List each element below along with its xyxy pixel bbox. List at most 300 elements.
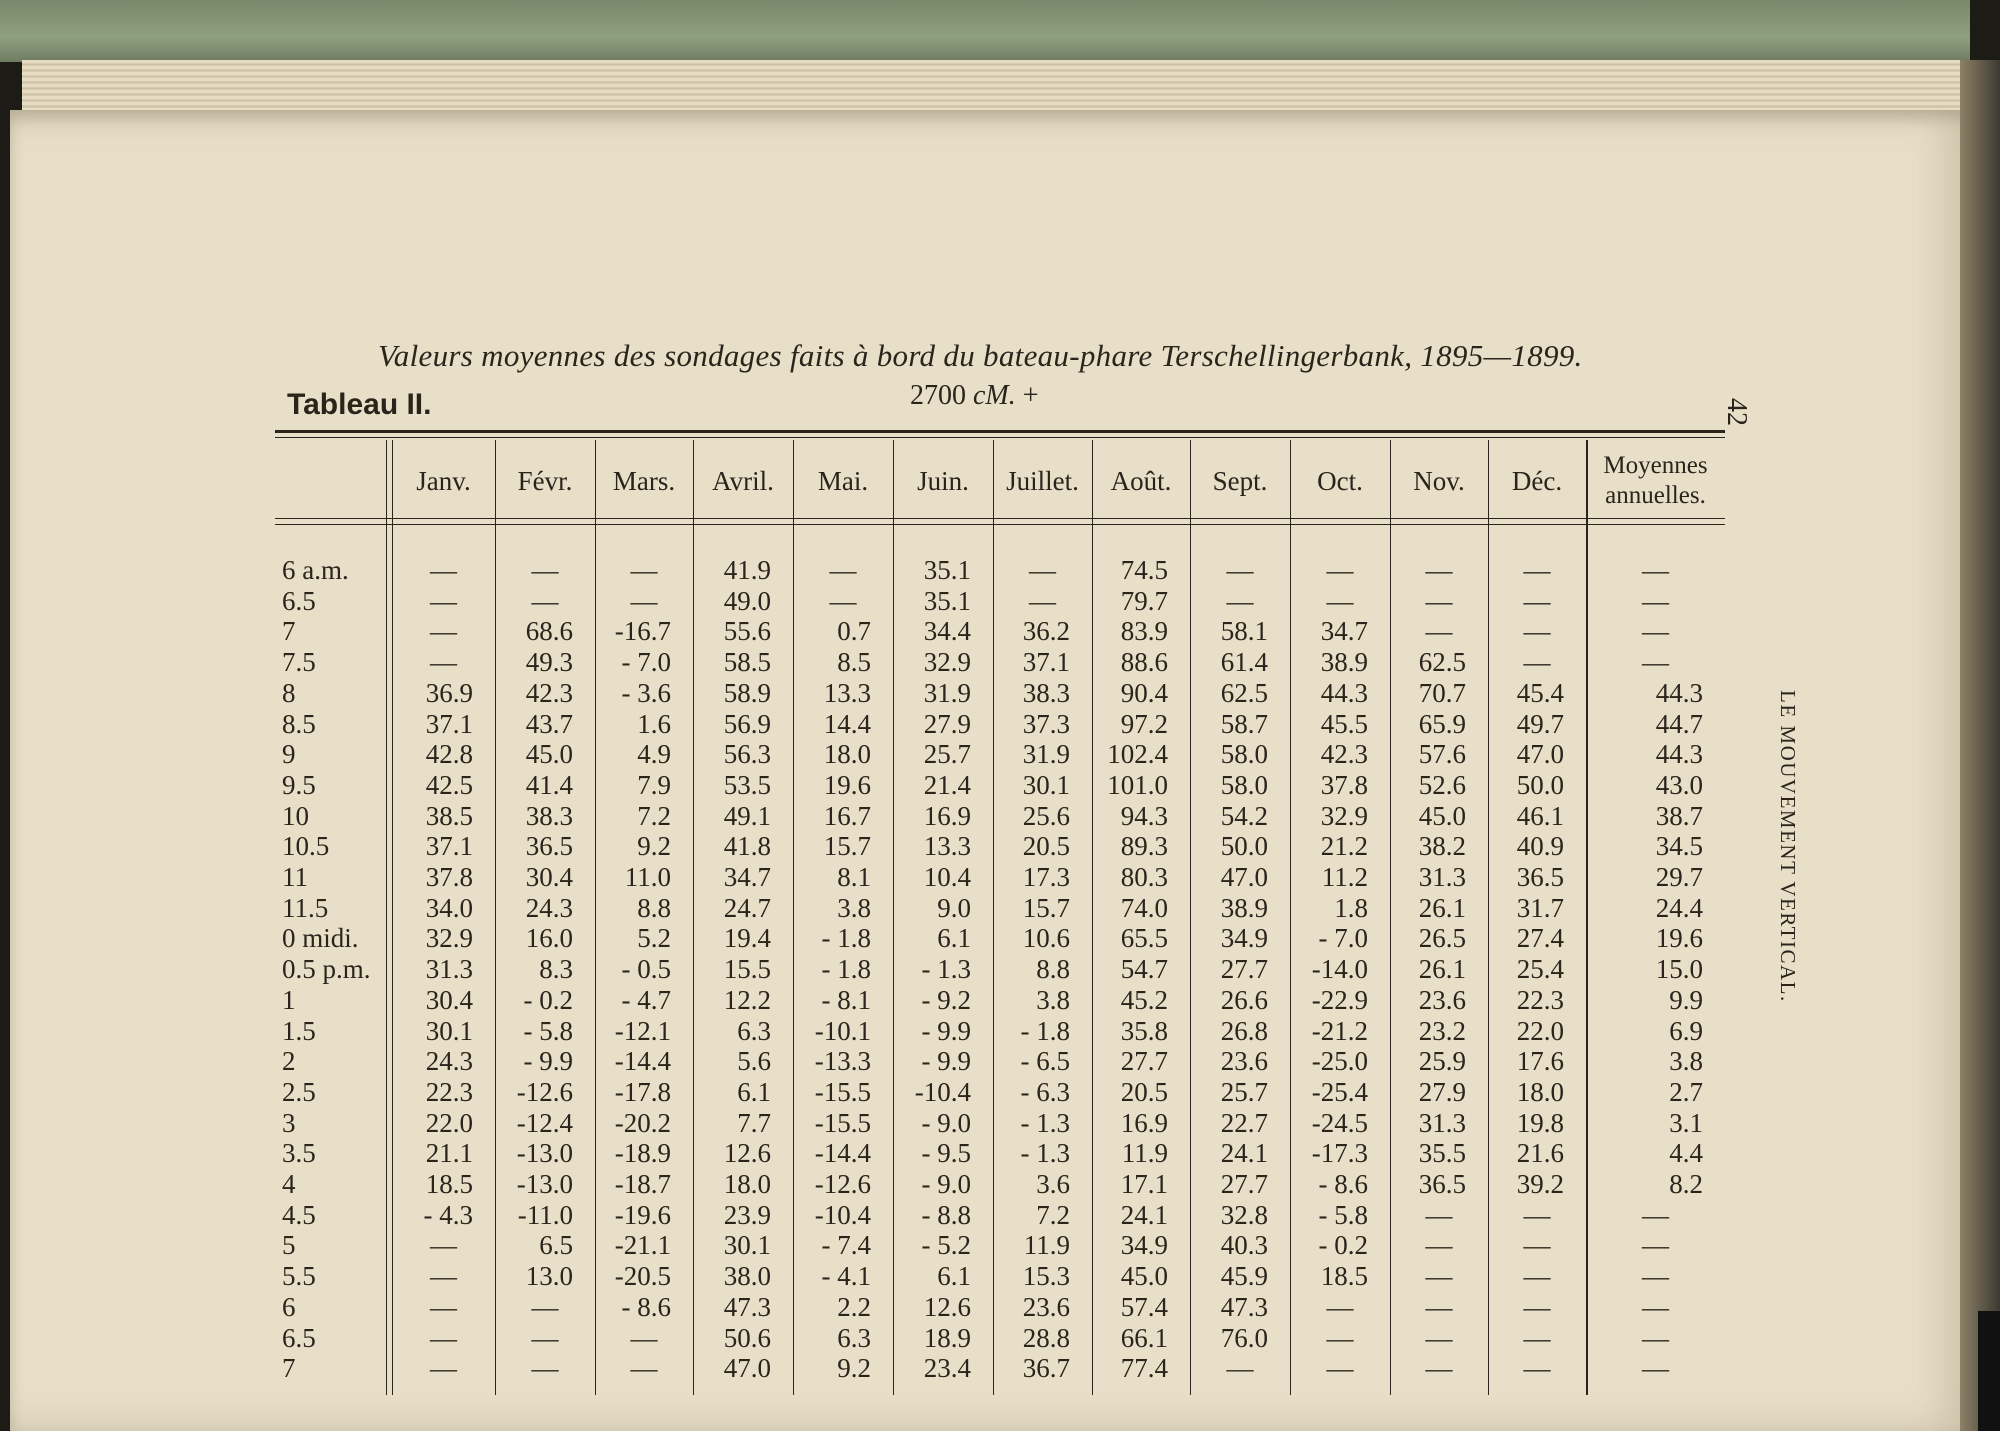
table-cell: -13.0 (516, 1138, 573, 1169)
table-cell: — (1642, 1230, 1669, 1261)
table-cell: - 9.2 (921, 984, 971, 1015)
column-header: Nov. (1413, 465, 1465, 496)
table-cell: 32.9 (923, 647, 971, 678)
table-cell: 12.2 (723, 984, 771, 1015)
table-cell: - 4.7 (621, 984, 671, 1015)
table-cell: - 4.3 (423, 1199, 473, 1230)
table-cell: -17.3 (1311, 1138, 1368, 1169)
header-bottom-rule (275, 518, 1725, 519)
table-cell: 32.8 (1220, 1199, 1268, 1230)
table-cell: 38.3 (525, 800, 573, 831)
table-cell: 58.1 (1220, 616, 1268, 647)
column-header: Déc. (1511, 465, 1563, 496)
table-cell: 37.3 (1022, 708, 1070, 739)
scan-border (1978, 1311, 2000, 1431)
table-cell: 5.2 (637, 923, 671, 954)
table-cell: -12.4 (516, 1107, 573, 1138)
table-cell: 22.3 (425, 1076, 473, 1107)
table-cell: 50.0 (1516, 769, 1564, 800)
table-cell: 37.8 (425, 862, 473, 892)
table-cell: 15.7 (1022, 892, 1070, 923)
column-header: Oct. (1317, 465, 1363, 496)
table-cell: 40.3 (1220, 1230, 1268, 1261)
table-cell: 3.8 (1669, 1046, 1703, 1077)
table-cell: - 0.2 (523, 984, 573, 1015)
table-cell: 45.9 (1220, 1261, 1268, 1292)
table-cell: - 5.2 (921, 1230, 971, 1261)
row-label: 7.5 (282, 647, 316, 678)
table-cell: 24.3 (525, 892, 573, 923)
table-cell: - 1.8 (821, 954, 871, 985)
table-cell: - 9.9 (921, 1046, 971, 1077)
row-label: 3 (282, 1107, 296, 1138)
table-cell: 35.1 (923, 585, 971, 616)
row-label: 5.5 (282, 1261, 316, 1292)
table-cell: 25.7 (1220, 1076, 1268, 1107)
table-cell: 47.0 (1516, 739, 1564, 770)
table-cell: -12.1 (614, 1015, 671, 1046)
table-cell: 19.4 (723, 923, 771, 954)
table-cell: -17.8 (614, 1076, 671, 1107)
table-cell: - 1.3 (921, 954, 971, 985)
table-cell: - 5.8 (523, 1015, 573, 1046)
table-cell: 38.9 (1220, 892, 1268, 923)
table-cell: - 0.2 (1318, 1230, 1368, 1261)
table-cell: 37.1 (1022, 647, 1070, 678)
table-cell: -21.2 (1311, 1015, 1368, 1046)
row-label: 1 (282, 984, 296, 1015)
table-cell: — (1326, 1322, 1354, 1353)
table-cell: 22.3 (1516, 984, 1564, 1015)
column-header: Juillet. (1006, 465, 1079, 496)
table-cell: 11.9 (1023, 1230, 1070, 1261)
table-cell: — (531, 1291, 559, 1322)
table-cell: 3.8 (837, 892, 871, 923)
table-cell: -13.3 (814, 1046, 871, 1077)
table-cell: -12.6 (516, 1076, 573, 1107)
table-cell: — (531, 555, 559, 585)
row-label: 8 (282, 677, 296, 708)
table-cell: 17.1 (1120, 1169, 1168, 1199)
table-cell: — (1642, 555, 1669, 585)
table-cell: 24.3 (425, 1046, 473, 1077)
table-cell: 34.9 (1120, 1230, 1168, 1261)
table-cell: — (1642, 1353, 1669, 1384)
table-cell: 21.2 (1320, 831, 1368, 862)
table-cell: 6.9 (1669, 1015, 1703, 1046)
table-cell: 18.5 (1320, 1261, 1368, 1292)
table-cell: 27.9 (1418, 1076, 1466, 1107)
table-cell: 31.3 (1418, 862, 1466, 892)
table-cell: 31.9 (923, 677, 971, 708)
table-cell: - 7.4 (821, 1230, 871, 1261)
table-cell: — (1523, 555, 1551, 585)
table-cell: - 1.8 (821, 923, 871, 954)
table-cell: — (1642, 647, 1669, 678)
table-cell: — (1326, 1291, 1354, 1322)
table-cell: 58.5 (723, 647, 771, 678)
table-cell: -21.1 (614, 1230, 671, 1261)
table-cell: — (1642, 585, 1669, 616)
table-cell: — (430, 555, 457, 585)
table-cell: 23.2 (1418, 1015, 1466, 1046)
table-cell: 18.5 (425, 1169, 473, 1199)
table-label: Tableau II. (287, 388, 432, 421)
table-cell: 42.5 (425, 769, 473, 800)
book-cover-edge (0, 0, 1970, 62)
table-cell: 74.0 (1120, 892, 1168, 923)
table-cell: — (430, 1230, 457, 1261)
row-label: 9 (282, 739, 296, 770)
table-cell: 18.9 (923, 1322, 971, 1353)
row-label: 7 (282, 616, 296, 647)
table-cell: 36.7 (1022, 1353, 1070, 1384)
row-label: 8.5 (282, 708, 316, 739)
table-cell: - 1.3 (1020, 1138, 1070, 1169)
column-header: Mai. (817, 465, 869, 496)
table-cell: 25.4 (1516, 954, 1564, 985)
table-cell: -12.6 (814, 1169, 871, 1199)
table-cell: 42.8 (425, 739, 473, 770)
table-cell: 31.3 (1418, 1107, 1466, 1138)
table-cell: — (1326, 1353, 1354, 1384)
row-label: 10 (282, 800, 309, 831)
table-cell: 19.8 (1516, 1107, 1564, 1138)
table-cell: 39.2 (1516, 1169, 1564, 1199)
table-cell: 36.9 (425, 677, 473, 708)
table-cell: 45.0 (525, 739, 573, 770)
table-cell: 49.3 (525, 647, 573, 678)
spine-shadow (1960, 60, 2000, 1431)
table-cell: — (430, 1322, 457, 1353)
table-cell: 22.0 (425, 1107, 473, 1138)
table-cell: 13.0 (525, 1261, 573, 1292)
table-cell: 38.5 (425, 800, 473, 831)
row-label: 11.5 (282, 892, 329, 923)
table-cell: - 9.0 (921, 1169, 971, 1199)
table-cell: 44.3 (1655, 677, 1703, 708)
table-cell: 4.9 (637, 739, 671, 770)
column-header: Juin. (917, 465, 969, 496)
table-cell: 50.0 (1220, 831, 1268, 862)
table-cell: 22.0 (1516, 1015, 1564, 1046)
table-cell: - 9.0 (921, 1107, 971, 1138)
column-header: Janv. (416, 465, 471, 496)
table-cell: 13.3 (923, 831, 971, 862)
table-cell: - 8.6 (1318, 1169, 1368, 1199)
table-cell: - 9.5 (921, 1138, 971, 1169)
table-cell: 2.7 (1669, 1076, 1703, 1107)
table-cell: 6.3 (737, 1015, 771, 1046)
row-label: 6.5 (282, 1322, 316, 1353)
table-cell: — (430, 1261, 457, 1292)
row-label: 6 a.m. (282, 555, 349, 585)
table-cell: — (1642, 616, 1669, 647)
unit-italic: cM. (973, 380, 1016, 411)
table-cell: 68.6 (525, 616, 573, 647)
table-cell: — (1425, 1230, 1453, 1261)
table-cell: 7.9 (637, 769, 671, 800)
table-cell: 47.3 (1220, 1291, 1268, 1322)
table-cell: — (1523, 1322, 1551, 1353)
table-cell: 26.8 (1220, 1015, 1268, 1046)
table-cell: 3.8 (1036, 984, 1070, 1015)
table-cell: 31.3 (425, 954, 473, 985)
table-cell: 62.5 (1418, 647, 1466, 678)
table-cell: 57.6 (1418, 739, 1466, 770)
table-cell: — (829, 555, 857, 585)
table-cell: — (531, 585, 559, 616)
table-cell: -14.4 (614, 1046, 671, 1077)
table-cell: 37.1 (425, 708, 473, 739)
table-cell: 58.7 (1220, 708, 1268, 739)
table-cell: 30.1 (723, 1230, 771, 1261)
table-cell: -14.0 (1311, 954, 1368, 985)
table-cell: 34.4 (923, 616, 971, 647)
table-cell: 23.6 (1418, 984, 1466, 1015)
table-cell: — (1425, 1261, 1453, 1292)
table-cell: 24.7 (723, 892, 771, 923)
table-cell: 35.5 (1418, 1138, 1466, 1169)
table-cell: 10.4 (923, 862, 971, 892)
table-cell: 3.6 (1036, 1169, 1070, 1199)
table-cell: 29.7 (1655, 862, 1703, 892)
table-cell: -18.7 (614, 1169, 671, 1199)
table-cell: 9.2 (637, 831, 671, 862)
table-cell: 8.3 (539, 954, 573, 985)
table-cell: 11.0 (624, 862, 671, 892)
table-cell: 23.4 (923, 1353, 971, 1384)
table-cell: -24.5 (1311, 1107, 1368, 1138)
table-cell: — (1425, 1291, 1453, 1322)
table-cell: 7.2 (1036, 1199, 1070, 1230)
table-cell: -15.5 (814, 1076, 871, 1107)
column-header: Sept. (1212, 465, 1268, 496)
table-cell: 37.8 (1320, 769, 1368, 800)
table-cell: -25.4 (1311, 1076, 1368, 1107)
table-cell: — (1642, 1199, 1669, 1230)
table-cell: — (430, 616, 457, 647)
row-label: 5 (282, 1230, 296, 1261)
table-cell: 26.1 (1418, 892, 1466, 923)
table-cell: 3.1 (1669, 1107, 1703, 1138)
table-cell: 47.0 (1220, 862, 1268, 892)
row-label: 0.5 p.m. (282, 954, 371, 985)
table-cell: 14.4 (823, 708, 871, 739)
table-cell: 56.9 (723, 708, 771, 739)
table-cell: 19.6 (823, 769, 871, 800)
table-cell: — (1523, 1353, 1551, 1384)
table-cell: 37.1 (425, 831, 473, 862)
table-cell: 21.4 (923, 769, 971, 800)
table-cell: 38.9 (1320, 647, 1368, 678)
table-cell: -20.2 (614, 1107, 671, 1138)
table-cell: — (1642, 1261, 1669, 1292)
running-head: LE MOUVEMENT VERTICAL. (1776, 690, 1800, 1003)
column-header: Févr. (517, 465, 573, 496)
table-cell: 44.3 (1655, 739, 1703, 770)
row-label: 0 midi. (282, 923, 359, 954)
table-cell: 25.6 (1022, 800, 1070, 831)
table-cell: 44.7 (1655, 708, 1703, 739)
table-cell: 34.7 (723, 862, 771, 892)
table-cell: 24.1 (1120, 1199, 1168, 1230)
table-cell: 54.2 (1220, 800, 1268, 831)
table-cell: 8.5 (837, 647, 871, 678)
row-label: 6.5 (282, 585, 316, 616)
table-cell: 45.2 (1120, 984, 1168, 1015)
table-cell: — (1642, 1322, 1669, 1353)
table-cell: 36.2 (1022, 616, 1070, 647)
table-cell: — (430, 1291, 457, 1322)
table-cell: 41.8 (723, 831, 771, 862)
table-cell: 15.3 (1022, 1261, 1070, 1292)
table-cell: 0.7 (837, 616, 871, 647)
table-cell: 17.6 (1516, 1046, 1564, 1077)
row-label: 9.5 (282, 769, 316, 800)
table-cell: 27.7 (1220, 1169, 1268, 1199)
table-cell: 24.1 (1220, 1138, 1268, 1169)
annual-header-line: annuelles. (1605, 482, 1706, 509)
table-cell: - 7.0 (621, 647, 671, 678)
table-cell: 20.5 (1120, 1076, 1168, 1107)
table-cell: 32.9 (425, 923, 473, 954)
table-cell: 34.9 (1220, 923, 1268, 954)
table-cell: 49.0 (723, 585, 771, 616)
table-cell: 43.0 (1655, 769, 1703, 800)
row-label: 11 (282, 862, 308, 892)
table-cell: 24.4 (1655, 892, 1703, 923)
table-cell: 36.5 (1418, 1169, 1466, 1199)
table-cell: -25.0 (1311, 1046, 1368, 1077)
table-cell: 26.6 (1220, 984, 1268, 1015)
table-cell: - 3.6 (621, 677, 671, 708)
table-cell: 7.2 (637, 800, 671, 831)
annual-header-line: Moyennes (1603, 452, 1708, 479)
table-cell: -11.0 (517, 1199, 573, 1230)
table-cell: 27.7 (1120, 1046, 1168, 1077)
table-cell: - 0.5 (621, 954, 671, 985)
table-cell: 45.5 (1320, 708, 1368, 739)
table-cell: 15.5 (723, 954, 771, 985)
table-cell: 16.9 (923, 800, 971, 831)
table-cell: 30.4 (425, 984, 473, 1015)
table-cell: 45.0 (1418, 800, 1466, 831)
table-cell: — (1425, 585, 1453, 616)
table-cell: 25.7 (923, 739, 971, 770)
table-cell: - 9.9 (523, 1046, 573, 1077)
table-cell: 12.6 (923, 1291, 971, 1322)
table-cell: — (1642, 1291, 1669, 1322)
table-cell: 41.9 (723, 555, 771, 585)
row-label: 10.5 (282, 831, 330, 862)
table-cell: — (531, 1353, 559, 1384)
table-cell: - 1.8 (1020, 1015, 1070, 1046)
table-cell: — (430, 1353, 457, 1384)
table-cell: 54.7 (1120, 954, 1168, 985)
table-cell: 28.8 (1022, 1322, 1070, 1353)
table-cell: — (1425, 1199, 1453, 1230)
table-cell: 70.7 (1418, 677, 1466, 708)
table-cell: 47.0 (723, 1353, 771, 1384)
table-cell: - 6.3 (1020, 1076, 1070, 1107)
table-cell: 97.2 (1120, 708, 1168, 739)
table-cell: — (1226, 555, 1254, 585)
table-cell: 6.1 (937, 1261, 971, 1292)
table-cell: -10.4 (814, 1199, 871, 1230)
table-cell: 44.3 (1320, 677, 1368, 708)
table-cell: — (531, 1322, 559, 1353)
column-header: Avril. (712, 465, 774, 496)
table-cell: 16.0 (525, 923, 573, 954)
table-cell: 5.6 (737, 1046, 771, 1077)
table-cell: — (1226, 585, 1254, 616)
table-cell: - 5.8 (1318, 1199, 1368, 1230)
table-cell: 79.7 (1120, 585, 1168, 616)
table-cell: 34.7 (1320, 616, 1368, 647)
table-cell: -14.4 (814, 1138, 871, 1169)
table-top-rule-thin (275, 437, 1725, 438)
table-cell: 15.7 (823, 831, 871, 862)
table-cell: 41.4 (525, 769, 573, 800)
table-cell: 23.9 (723, 1199, 771, 1230)
table-cell: 16.7 (823, 800, 871, 831)
table-cell: 34.0 (425, 892, 473, 923)
table-cell: 90.4 (1120, 677, 1168, 708)
table-cell: - 8.1 (821, 984, 871, 1015)
header-bottom-rule-thin (275, 524, 1725, 525)
table-cell: 94.3 (1120, 800, 1168, 831)
table-cell: 8.8 (1036, 954, 1070, 985)
table-cell: — (1523, 585, 1551, 616)
table-cell: 8.1 (837, 862, 871, 892)
table-cell: 38.2 (1418, 831, 1466, 862)
table-cell: 61.4 (1220, 647, 1268, 678)
table-cell: 6.1 (737, 1076, 771, 1107)
unit-prefix: 2700 (910, 380, 966, 411)
row-label: 4.5 (282, 1199, 316, 1230)
table-cell: 45.4 (1516, 677, 1564, 708)
table-cell: 58.0 (1220, 769, 1268, 800)
table-cell: 102.4 (1107, 739, 1168, 770)
table-cell: 27.4 (1516, 923, 1564, 954)
table-cell: -16.7 (614, 616, 671, 647)
page-number: 42 (1721, 398, 1752, 426)
table-cell: — (1523, 616, 1551, 647)
table-cell: 49.1 (723, 800, 771, 831)
table-cell: 49.7 (1516, 708, 1564, 739)
table-cell: 50.6 (723, 1322, 771, 1353)
table-cell: — (1523, 1230, 1551, 1261)
table-cell: — (1523, 1199, 1551, 1230)
table-cell: 42.3 (1320, 739, 1368, 770)
table-cell: 8.8 (637, 892, 671, 923)
column-header: Mars. (612, 465, 676, 496)
table-cell: 13.3 (823, 677, 871, 708)
table-cell: 38.0 (723, 1261, 771, 1292)
row-label: 3.5 (282, 1138, 316, 1169)
table-cell: 47.3 (723, 1291, 771, 1322)
table-cell: 88.6 (1120, 647, 1168, 678)
table-cell: 36.5 (525, 831, 573, 862)
table-cell: 22.7 (1220, 1107, 1268, 1138)
table-cell: 58.0 (1220, 739, 1268, 770)
table-cell: 35.1 (923, 555, 971, 585)
table-cell: 15.0 (1655, 954, 1703, 985)
table-cell: 36.5 (1516, 862, 1564, 892)
table-cell: 89.3 (1120, 831, 1168, 862)
table-cell: -10.4 (914, 1076, 971, 1107)
